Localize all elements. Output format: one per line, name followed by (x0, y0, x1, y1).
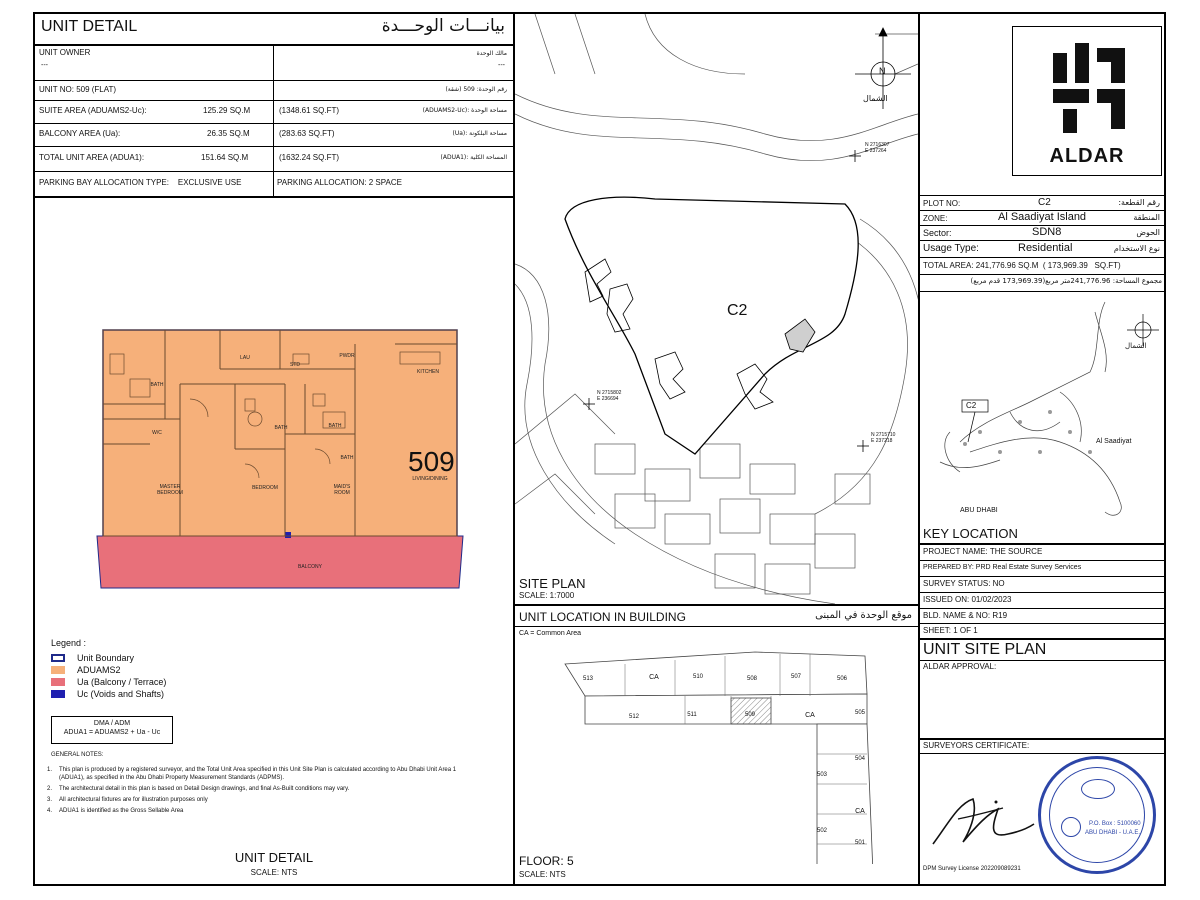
plot-label: C2 (727, 302, 748, 319)
legend-list (51, 652, 166, 700)
unit-cell: 507 (790, 674, 801, 680)
plot-no-label: PLOT NO: (923, 199, 961, 208)
unit-detail-scale: SCALE: NTS (250, 868, 298, 877)
unit-detail-panel (35, 14, 515, 884)
key-location-drawing (920, 292, 1166, 524)
room-bath-2: BATH (274, 425, 288, 431)
sector-label: Sector: (923, 228, 952, 238)
room-lau: LAU (240, 355, 250, 361)
room-bath-4: BATH (340, 455, 354, 461)
notes-title: GENERAL NOTES: (51, 752, 104, 758)
unit-cell: 513 (582, 676, 593, 682)
unit-cell: 506 (836, 676, 847, 682)
total-area-line: TOTAL AREA: 241,776.96 SQ.M ( 173,969.39 SQ.FT) (923, 261, 1121, 270)
parking-type: PARKING BAY ALLOCATION TYPE: EXCLUSIVE USE (39, 178, 242, 187)
room-master: MASTER BEDROOM (157, 484, 183, 496)
legend-swatch-unit-boundary (51, 654, 65, 662)
key-location-map (920, 292, 1166, 524)
unit-cell: 510 (692, 674, 703, 680)
void-shaft (285, 532, 291, 538)
sector-ar: الحوض (1136, 228, 1160, 237)
legend-title: Legend : (51, 638, 87, 648)
unit-no-line: UNIT NO: 509 (FLAT) (39, 85, 117, 94)
unit-detail-title-ar: بيانـــات الوحـــدة (381, 16, 505, 36)
legend-item (51, 688, 166, 700)
site-plan-scale: SCALE: 1:7000 (519, 591, 575, 600)
dpm-license: DPM Survey License 202209089231 (923, 866, 1021, 872)
legend-item (51, 664, 166, 676)
owner-value: --- (41, 62, 48, 69)
balcony-area-sqm: 26.35 SQ.M (207, 129, 250, 138)
north-label: N (879, 66, 886, 76)
legend-label: Uc (Voids and Shafts) (77, 689, 165, 699)
unit-detail-title: UNIT DETAIL (41, 18, 138, 35)
legend-label: ADUAMS2 (77, 665, 121, 675)
key-location-title: KEY LOCATION (923, 526, 1018, 541)
room-maids: MAID'S ROOM (333, 484, 351, 496)
room-bath-1: BATH (150, 382, 164, 388)
building-key-plan (555, 634, 905, 864)
floor-plan (95, 324, 465, 594)
sheet-no: SHEET: 1 OF 1 (923, 626, 978, 635)
unit-site-plan-sheet (33, 12, 1166, 886)
owner-label-ar: مالك الوحدة (476, 50, 507, 57)
owner-label: UNIT OWNER (39, 48, 91, 57)
unit-site-plan-title: UNIT SITE PLAN (923, 641, 1047, 658)
key-saadiyat-label: Al Saadiyat (1096, 438, 1132, 445)
dma-box (51, 716, 173, 744)
aldar-logo-text: ALDAR (1049, 145, 1125, 167)
room-wic: W/C (152, 430, 162, 436)
room-balcony: BALCONY (298, 564, 322, 570)
dma-title: DMA / ADM (93, 720, 131, 727)
room-bath-3: BATH (328, 423, 342, 429)
surveyor-signature (928, 784, 1038, 854)
zone-label: ZONE: (923, 214, 948, 223)
unit-cell: 511 (687, 712, 697, 718)
balcony-area-ar: مساحة البلكونة :(Ua) (452, 130, 507, 137)
unit-cell: 508 (746, 676, 757, 682)
legend-item (51, 676, 166, 688)
site-plan-drawing (515, 14, 918, 604)
total-area-label: TOTAL UNIT AREA (ADUA1): (39, 153, 145, 162)
coord-se: N 2715710 E 237218 (871, 432, 896, 444)
site-plan-panel (515, 14, 920, 884)
stamp-pobox: P.O. Box : 5100060 (1089, 821, 1141, 827)
suite-area-sqm: 125.29 SQ.M (203, 106, 251, 115)
note-item: 4. ADUA1 is identified as the Gross Sellable Area (47, 808, 184, 814)
surveyor-stamp (1038, 756, 1156, 874)
project-name: PROJECT NAME: THE SOURCE (923, 547, 1043, 556)
plot-no-ar: رقم القطعة: (1118, 198, 1160, 207)
north-label-ar: الشمال (863, 94, 888, 103)
legend-swatch-balcony (51, 678, 65, 686)
dma-formula: ADUA1 = ADUAMS2 + Ua - Uc (63, 729, 161, 736)
plot-no-value: C2 (1038, 197, 1051, 208)
common-area-note: CA = Common Area (519, 630, 582, 637)
suite-area-ar: مساحة الوحدة :(ADUAMS2-Uc) (422, 107, 507, 114)
aldar-logo-icon (1013, 33, 1161, 143)
usage-label: Usage Type: (923, 243, 979, 254)
room-bedroom: BEDROOM (252, 485, 278, 491)
prepared-by: PREPARED BY: PRD Real Estate Survey Services (923, 564, 1082, 571)
suite-area-label: SUITE AREA (ADUAMS2-Uc): (39, 106, 147, 115)
key-c2-label: C2 (966, 401, 977, 410)
floor-scale: SCALE: NTS (519, 870, 566, 879)
survey-status: SURVEY STATUS: NO (923, 579, 1005, 588)
unit-cell: 503 (816, 772, 827, 778)
room-std: STD (290, 362, 300, 368)
stamp-city: ABU DHABI - U.A.E. (1085, 830, 1141, 836)
parking-allocation: PARKING ALLOCATION: 2 SPACE (277, 178, 402, 187)
unit-cell: CA (649, 674, 659, 681)
usage-ar: نوع الاستخدام (1113, 244, 1160, 253)
aldar-approval: ALDAR APPROVAL: (923, 662, 997, 671)
unit-cell: 505 (854, 710, 865, 716)
unit-no-line-ar: رقم الوحدة: 509 (شقة) (445, 86, 507, 93)
room-pwdr: PWDR (339, 353, 355, 359)
legend-label: Unit Boundary (77, 653, 135, 663)
legend-item (51, 652, 166, 664)
unit-cell: 504 (854, 756, 865, 762)
site-plan-title: SITE PLAN (519, 576, 586, 591)
coord-w: N 2715802 E 236694 (597, 390, 622, 402)
note-item: 1. This plan is produced by a registered surveyor, and the Total Unit Area specified in this Unit Site Plan is calculated according to Abu Dhabi Unit Area 1 (ADUA1), as specified in the Abu Dhabi Property Measurement Standards (ADPMS). (47, 767, 457, 781)
unit-detail-bottom-title: UNIT DETAIL (234, 850, 314, 865)
unit-cell: 502 (816, 828, 827, 834)
key-north-ar: الشمال (1125, 342, 1147, 350)
room-kitchen: KITCHEN (417, 369, 439, 375)
balcony-area-sqft: (283.63 SQ.FT) (279, 129, 335, 138)
note-item: 2. The architectural detail in this plan is based on Detail Design drawings, and final As-Built conditions may vary. (47, 786, 350, 792)
total-area-sqm: 151.64 SQ.M (201, 153, 249, 162)
unit-cell-highlighted: 509 (744, 712, 755, 718)
aldar-logo-box (1012, 26, 1162, 176)
unit-cell: CA (805, 712, 815, 719)
unit-location-title-ar: موقع الوحدة في المبنى (815, 610, 912, 621)
bld-name: BLD. NAME & NO: R19 (923, 611, 1008, 620)
note-item: 3. All architectural fixtures are for illustration purposes only (47, 797, 208, 803)
unit-cell: CA (855, 808, 865, 815)
balcony-area (97, 536, 463, 588)
issued-on: ISSUED ON: 01/02/2023 (923, 595, 1012, 604)
surveyors-certificate: SURVEYORS CERTIFICATE: (923, 741, 1030, 750)
usage-value: Residential (1018, 242, 1073, 254)
floor-label: FLOOR: 5 (519, 854, 574, 868)
key-abudhabi-label: ABU DHABI (960, 507, 998, 514)
unit-cell: 512 (628, 714, 639, 720)
sector-value: SDN8 (1032, 226, 1062, 238)
unit-number-label: 509 (408, 446, 455, 477)
plot-c2-boundary (565, 197, 858, 454)
site-plan-map (515, 14, 918, 604)
building-outline (555, 634, 905, 864)
legend-label: Ua (Balcony / Terrace) (77, 677, 167, 687)
balcony-area-label: BALCONY AREA (Ua): (39, 129, 121, 138)
legend-swatch-aduams2 (51, 666, 65, 674)
legend-swatch-voids (51, 690, 65, 698)
suite-area-sqft: (1348.61 SQ.FT) (279, 106, 340, 115)
info-panel (920, 14, 1164, 884)
owner-value-ar: --- (498, 62, 505, 69)
room-living: LIVING/DINING (412, 476, 448, 482)
zone-ar: المنطقة (1133, 213, 1160, 222)
total-area-sqft: (1632.24 SQ.FT) (279, 153, 340, 162)
unit-cell: 501 (854, 840, 865, 846)
total-area-ar: مجموع المساحة: 241,776.96متر مربع(173,969.39 قدم مربع) (970, 277, 1162, 285)
coord-ne: N 2716307 E 237264 (865, 142, 890, 154)
total-area-ar: المساحة الكلية :(ADUA1) (440, 154, 507, 161)
general-notes (47, 766, 457, 815)
unit-location-title: UNIT LOCATION IN BUILDING (519, 610, 686, 624)
zone-value: Al Saadiyat Island (998, 211, 1087, 223)
